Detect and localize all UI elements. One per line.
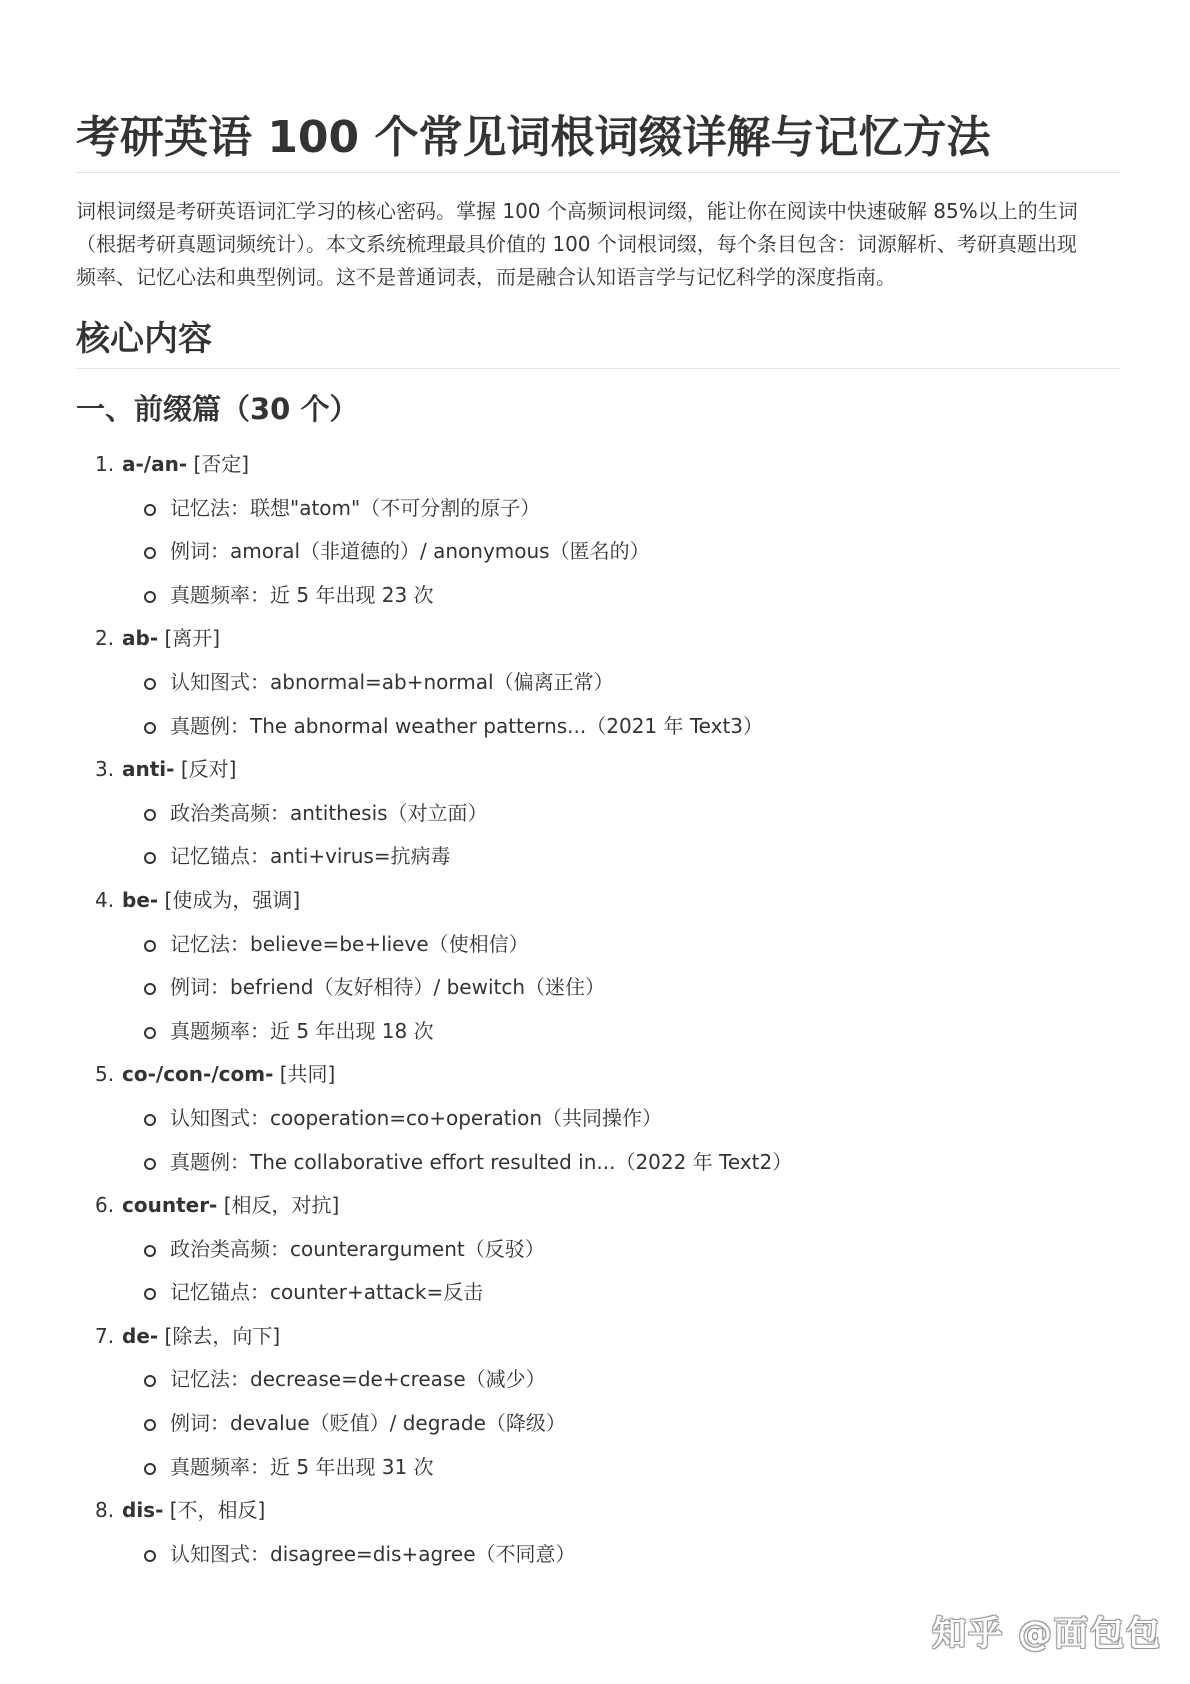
entry-number: 8. xyxy=(95,1498,115,1523)
entry-meaning: [离开] xyxy=(164,626,221,651)
entry-number: 5. xyxy=(95,1062,115,1087)
circle-bullet-icon xyxy=(144,1550,156,1562)
detail-item xyxy=(76,1402,1120,1446)
detail-text: 记忆锚点：anti+virus=抗病毒 xyxy=(170,844,451,869)
detail-text: 真题例：The abnormal weather patterns...（2021 年 Text3） xyxy=(170,713,764,738)
detail-item xyxy=(76,1358,1120,1402)
circle-bullet-icon xyxy=(144,722,156,734)
intro-line: （根据考研真题词频统计）。本文系统梳理最具价值的 100 个词根词缀，每个条目包含：词源解析、考研真题出现 xyxy=(76,232,1077,256)
circle-bullet-icon xyxy=(144,940,156,952)
entry-term: dis- xyxy=(122,1498,164,1523)
entry-details xyxy=(76,1097,1120,1184)
entry-number: 4. xyxy=(95,887,115,912)
circle-bullet-icon xyxy=(144,678,156,690)
detail-text: 真题频率：近 5 年出现 31 次 xyxy=(170,1454,434,1479)
detail-item xyxy=(76,1271,1120,1315)
detail-item xyxy=(76,1533,1120,1577)
entry-term: co-/con-/com- xyxy=(122,1062,274,1087)
intro-line: 词根词缀是考研英语词汇学习的核心密码。掌握 100 个高频词根词缀，能让你在阅读中快速破解 85%以上的生词 xyxy=(76,199,1078,223)
prefix-list xyxy=(76,443,1120,1576)
detail-item xyxy=(76,487,1120,531)
detail-text: 认知图式：disagree=dis+agree（不同意） xyxy=(170,1541,576,1566)
detail-item xyxy=(76,1141,1120,1185)
detail-text: 认知图式：cooperation=co+operation（共同操作） xyxy=(170,1105,663,1130)
detail-item xyxy=(76,705,1120,749)
detail-text: 例词：devalue（贬值）/ degrade（降级） xyxy=(170,1411,566,1436)
entry-details xyxy=(76,1358,1120,1489)
subsection-heading: 一、前缀篇（30 个） xyxy=(76,392,359,426)
detail-item xyxy=(76,966,1120,1010)
entry-heading xyxy=(76,443,1120,487)
entry-meaning: [除去，向下] xyxy=(164,1323,281,1348)
circle-bullet-icon xyxy=(144,1114,156,1126)
entry-meaning: [反对] xyxy=(180,757,237,782)
section-heading: 核心内容 xyxy=(76,316,1120,369)
entry-heading xyxy=(76,617,1120,661)
list-item xyxy=(76,1184,1120,1315)
list-item xyxy=(76,1489,1120,1576)
entry-details xyxy=(76,1533,1120,1577)
circle-bullet-icon xyxy=(144,504,156,516)
detail-item xyxy=(76,1010,1120,1054)
entry-meaning: [共同] xyxy=(279,1062,336,1087)
intro-line: 频率、记忆心法和典型例词。这不是普通词表，而是融合认知语言学与记忆科学的深度指南。 xyxy=(76,265,896,289)
entry-details xyxy=(76,661,1120,748)
circle-bullet-icon xyxy=(144,1158,156,1170)
entry-term: anti- xyxy=(122,757,175,782)
entry-term: de- xyxy=(122,1323,159,1348)
detail-item xyxy=(76,1097,1120,1141)
list-item xyxy=(76,1053,1120,1184)
detail-text: 例词：amoral（非道德的）/ anonymous（匿名的） xyxy=(170,539,650,564)
list-item xyxy=(76,617,1120,748)
detail-text: 认知图式：abnormal=ab+normal（偏离正常） xyxy=(170,669,614,694)
detail-item xyxy=(76,835,1120,879)
circle-bullet-icon xyxy=(144,1245,156,1257)
entry-heading xyxy=(76,1489,1120,1533)
detail-text: 政治类高频：counterargument（反驳） xyxy=(170,1236,545,1261)
entry-details xyxy=(76,1228,1120,1315)
entry-number: 3. xyxy=(95,757,115,782)
detail-text: 政治类高频：antithesis（对立面） xyxy=(170,800,488,825)
intro-paragraph xyxy=(76,195,1120,294)
entry-heading xyxy=(76,1315,1120,1359)
detail-item xyxy=(76,530,1120,574)
list-item xyxy=(76,748,1120,879)
detail-text: 记忆法：联想"atom"（不可分割的原子） xyxy=(170,495,541,520)
list-item xyxy=(76,879,1120,1053)
document-page xyxy=(76,108,1120,1576)
entry-number: 1. xyxy=(95,452,115,476)
entry-term: be- xyxy=(122,887,159,912)
detail-text: 记忆法：believe=be+lieve（使相信） xyxy=(170,931,529,956)
detail-item xyxy=(76,923,1120,967)
entry-meaning: [不，相反] xyxy=(169,1498,266,1523)
circle-bullet-icon xyxy=(144,1463,156,1475)
circle-bullet-icon xyxy=(144,1027,156,1039)
entry-number: 7. xyxy=(95,1323,115,1348)
entry-details xyxy=(76,792,1120,879)
detail-text: 真题频率：近 5 年出现 23 次 xyxy=(170,582,434,607)
entry-number: 6. xyxy=(95,1193,115,1218)
entry-heading xyxy=(76,879,1120,923)
entry-meaning: [相反，对抗] xyxy=(223,1193,340,1218)
detail-text: 真题频率：近 5 年出现 18 次 xyxy=(170,1018,434,1043)
entry-term: ab- xyxy=(122,626,159,651)
entry-term: a-/an- xyxy=(122,452,188,476)
list-item xyxy=(76,1315,1120,1489)
detail-item xyxy=(76,1446,1120,1490)
detail-item xyxy=(76,574,1120,618)
entry-number: 2. xyxy=(95,626,115,651)
entry-term: counter- xyxy=(122,1193,218,1218)
detail-item xyxy=(76,661,1120,705)
entry-heading xyxy=(76,1184,1120,1228)
entry-details xyxy=(76,923,1120,1054)
detail-text: 记忆锚点：counter+attack=反击 xyxy=(170,1280,484,1305)
circle-bullet-icon xyxy=(144,591,156,603)
detail-text: 真题例：The collaborative effort resulted in...（2022 年 Text2） xyxy=(170,1149,793,1174)
entry-heading xyxy=(76,1053,1120,1097)
entry-details xyxy=(76,487,1120,618)
entry-meaning: [否定] xyxy=(193,452,250,476)
watermark: 知乎 @面包包 xyxy=(932,1614,1162,1654)
detail-text: 例词：befriend（友好相待）/ bewitch（迷住） xyxy=(170,975,606,1000)
detail-item xyxy=(76,792,1120,836)
detail-item xyxy=(76,1228,1120,1272)
entry-meaning: [使成为，强调] xyxy=(164,887,301,912)
list-item xyxy=(76,443,1120,617)
circle-bullet-icon xyxy=(144,1419,156,1431)
circle-bullet-icon xyxy=(144,809,156,821)
detail-text: 记忆法：decrease=de+crease（减少） xyxy=(170,1367,546,1392)
entry-heading xyxy=(76,748,1120,792)
page-title: 考研英语 100 个常见词根词缀详解与记忆方法 xyxy=(76,108,1120,173)
